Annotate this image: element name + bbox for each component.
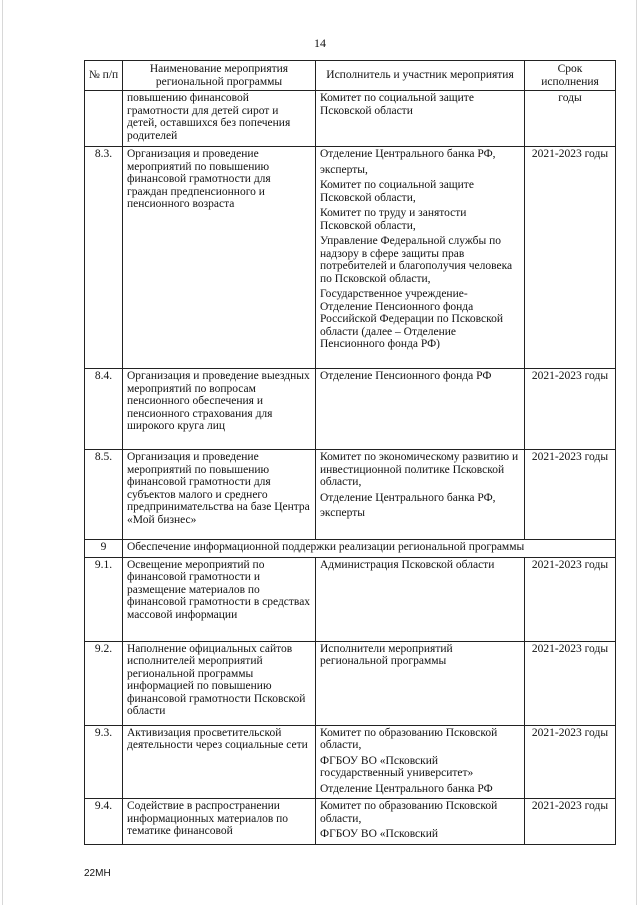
section-row [85, 540, 616, 558]
table-row [85, 369, 616, 450]
table-row [85, 147, 616, 369]
table-header-row [85, 61, 616, 91]
executor-line: ФГБОУ ВО «Псковский [320, 828, 439, 840]
executor-cell [316, 641, 525, 725]
executor-cell [316, 91, 525, 147]
executor-line: Комитет по экономическому развитию и инвестиционной политике Псковской области, [320, 451, 519, 488]
row-number: 8.4. [85, 369, 123, 450]
header-num: № п/п [85, 61, 123, 91]
table-row [85, 725, 616, 799]
table-row [85, 641, 616, 725]
executor-line: Исполнители мероприятий региональной программы [320, 642, 453, 667]
row-number: 9.4. [85, 799, 123, 845]
term-cell: 2021-2023 годы [525, 557, 616, 641]
header-term: Срок исполнения [525, 61, 616, 91]
executor-cell [316, 369, 525, 450]
activity-name: Наполнение официальных сайтов исполнителей мероприятий региональной программы информацией по повышению финансовой грамотности Псковской области [123, 641, 316, 725]
executor-line: Комитет по социальной защите Псковской области [320, 92, 474, 117]
activity-name: повышению финансовой грамотности для детей сирот и детей, оставшихся без попечения родителей [123, 91, 316, 147]
row-number: 8.5. [85, 450, 123, 540]
executor-line: Отделение Центрального банка РФ [320, 782, 493, 795]
executor-cell [316, 147, 525, 369]
term-cell: 2021-2023 годы [525, 641, 616, 725]
executor-line: Управление Федеральной службы по надзору в сфере защиты прав потребителей и благополучия человека по Псковской области, [320, 235, 513, 285]
executor-line: Государственное учреждение-Отделение Пенсионного фонда Российской Федерации по Псковской области (далее – Отделение Пенсионного фонда РФ) [320, 288, 504, 350]
row-number: 8.3. [85, 147, 123, 369]
table-row [85, 799, 616, 845]
executor-line: эксперты, [320, 163, 368, 176]
activity-name: Содействие в распространении информационных материалов по тематике финансовой [123, 799, 316, 845]
table-row [85, 450, 616, 540]
executor-line: Отделение Пенсионного фонда РФ [320, 370, 492, 382]
scan-edge-left [2, 0, 3, 905]
activity-name: Организация и проведение мероприятий по повышению финансовой грамотности для субъектов малого и среднего предпринимательства на базе Центра «Мой бизнес» [123, 450, 316, 540]
executor-cell [316, 557, 525, 641]
activity-name: Организация и проведение выездных мероприятий по вопросам пенсионного обеспечения и пенсионного страхования для широкого круга лиц [123, 369, 316, 450]
term-cell: годы [525, 91, 616, 147]
row-number: 9.1. [85, 557, 123, 641]
section-title: Обеспечение информационной поддержки реализации региональной программы [123, 540, 616, 558]
header-name: Наименование мероприятия региональной программы [123, 61, 316, 91]
executor-line: Отделение Центрального банка РФ, [320, 491, 496, 504]
row-number: 9 [85, 540, 123, 558]
executor-line: Администрация Псковской области [320, 558, 495, 571]
executor-line: Комитет по образованию Псковской области, [320, 800, 498, 825]
page-number: 14 [314, 36, 326, 50]
scan-edge-right [636, 0, 637, 905]
executor-line: Комитет по труду и занятости Псковской области, [320, 207, 467, 232]
document-code: 22МН [84, 868, 111, 879]
executor-line: ФГБОУ ВО «Псковский государственный университет» [320, 754, 474, 779]
term-cell: 2021-2023 годы [525, 147, 616, 369]
row-number [85, 91, 123, 147]
executor-line: Отделение Центрального банка РФ, [320, 148, 496, 160]
activity-name: Активизация просветительской деятельности через социальные сети [123, 725, 316, 799]
row-number: 9.2. [85, 641, 123, 725]
term-cell: 2021-2023 годы [525, 450, 616, 540]
table-row [85, 557, 616, 641]
table-row [85, 91, 616, 147]
executor-line: эксперты [320, 507, 365, 519]
term-cell: 2021-2023 годы [525, 369, 616, 450]
activity-name: Освещение мероприятий по финансовой грамотности и размещение материалов по финансовой грамотности в средствах массовой информации [123, 557, 316, 641]
term-cell: 2021-2023 годы [525, 799, 616, 845]
executor-line: Комитет по образованию Псковской области, [320, 726, 498, 751]
row-number: 9.3. [85, 725, 123, 799]
executor-cell [316, 799, 525, 845]
activity-name: Организация и проведение мероприятий по повышению финансовой грамотности для граждан предпенсионного и пенсионного возраста [123, 147, 316, 369]
executor-line: Комитет по социальной защите Псковской области, [320, 179, 474, 204]
executor-cell [316, 725, 525, 799]
term-cell: 2021-2023 годы [525, 725, 616, 799]
table-body [85, 91, 616, 845]
executor-cell [316, 450, 525, 540]
header-executor: Исполнитель и участник мероприятия [316, 61, 525, 91]
program-table [84, 60, 616, 845]
